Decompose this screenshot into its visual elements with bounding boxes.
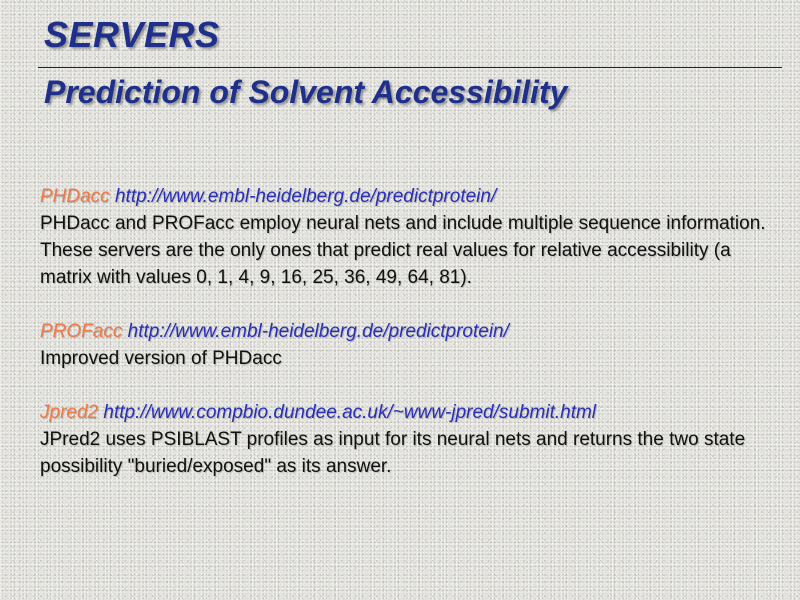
- server-list: [40, 183, 770, 507]
- server-description: PHDacc and PROFacc employ neural nets and include multiple sequence information. These servers are the only ones that predict real values for relative accessibility (a matrix with values 0, 1, 4, 9, 16, 25, 36, 49, 64, 81).: [40, 213, 766, 288]
- server-entry-jpred2: [40, 399, 770, 480]
- server-link[interactable]: http://www.embl-heidelberg.de/predictprotein/: [114, 186, 497, 207]
- server-name: Jpred2: [40, 402, 99, 423]
- server-name: PROFacc: [40, 321, 123, 342]
- slide-subtitle: Prediction of Solvent Accessibility: [44, 74, 568, 110]
- server-entry-profacc: [40, 318, 770, 372]
- server-link[interactable]: http://www.embl-heidelberg.de/predictprotein/: [127, 321, 509, 342]
- title-divider: [38, 67, 782, 68]
- server-link[interactable]: http://www.compbio.dundee.ac.uk/~www-jpred/submit.html: [103, 402, 597, 423]
- server-entry-phdacc: [40, 183, 770, 291]
- server-name: PHDacc: [40, 186, 110, 207]
- slide-title: SERVERS: [44, 14, 220, 55]
- server-description: Improved version of PHDacc: [40, 348, 282, 369]
- server-description: JPred2 uses PSIBLAST profiles as input for its neural nets and returns the two state possibility "buried/exposed" as its answer.: [40, 429, 746, 477]
